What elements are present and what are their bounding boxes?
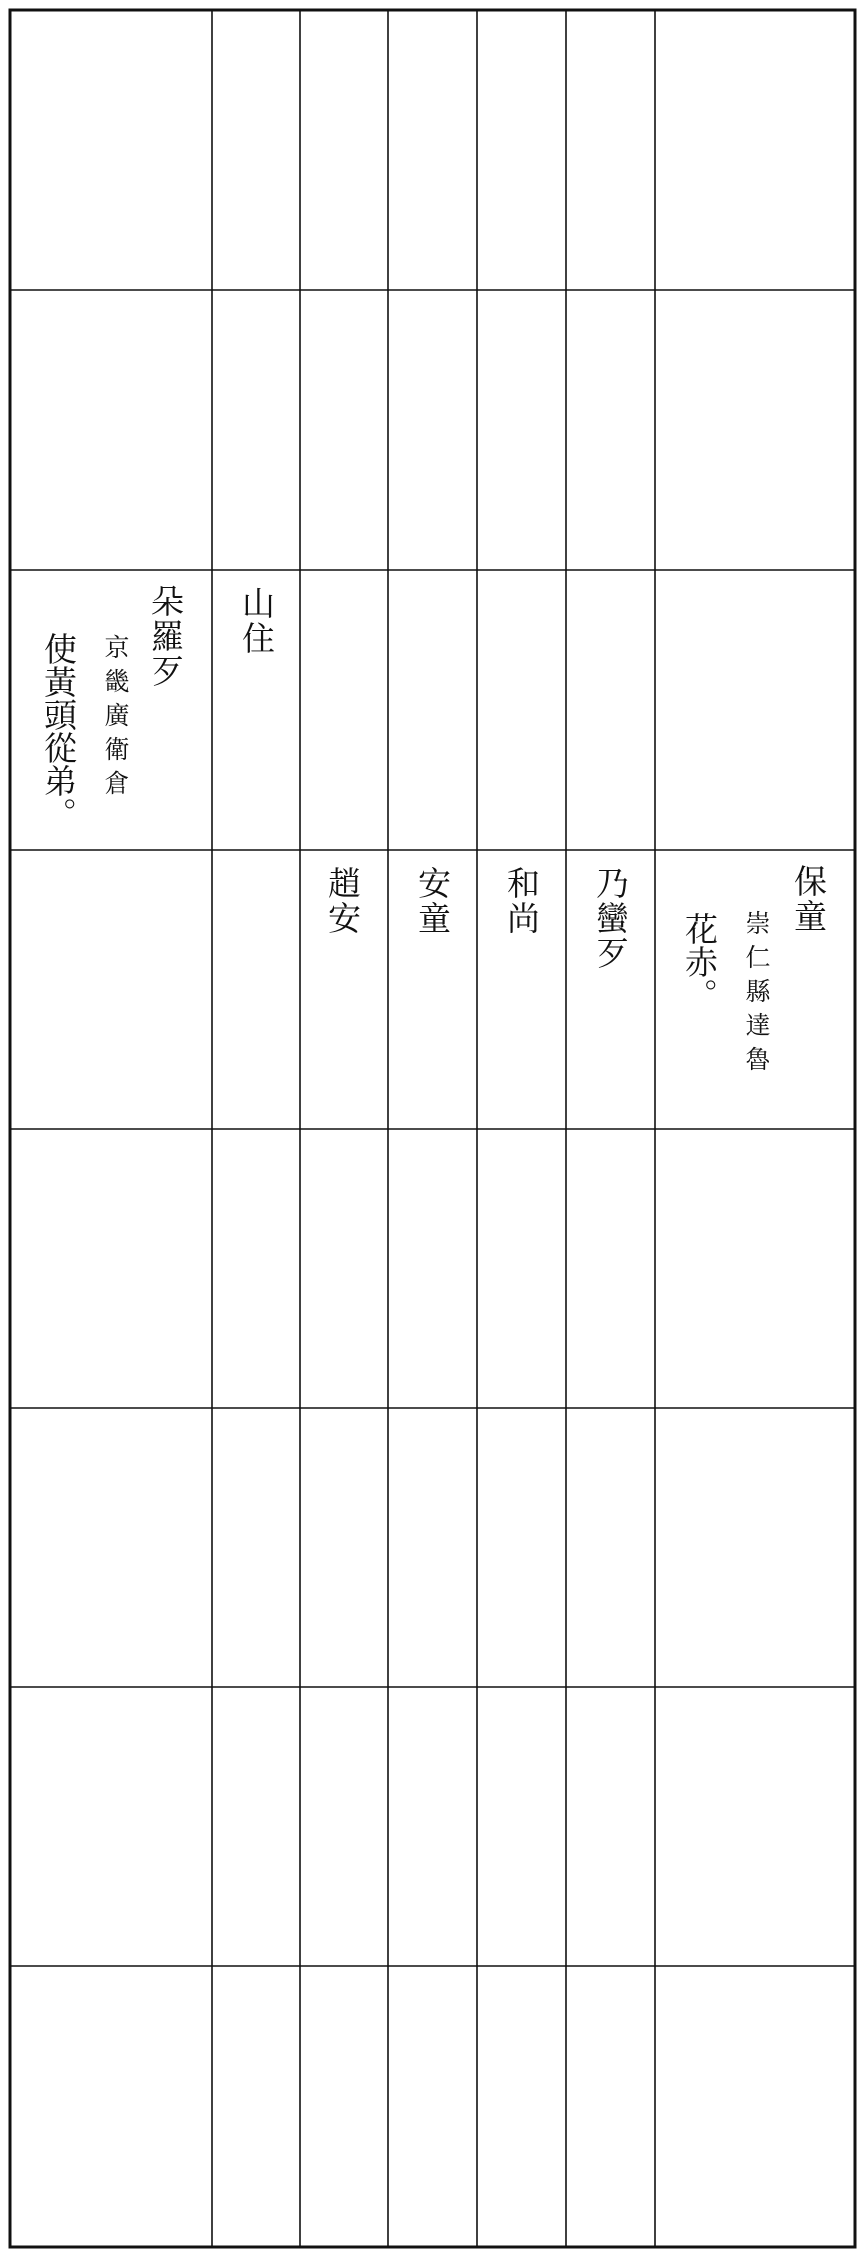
table-cell-duoluodai: [12, 572, 210, 848]
entry-name: 山住: [237, 586, 276, 656]
entry-name: 乃蠻歹: [591, 866, 630, 971]
entry-note: 花赤。: [680, 912, 719, 1011]
entry-note: 崇仁縣達魯: [742, 910, 771, 1080]
entry-name: 安童: [413, 866, 452, 936]
table-cell-naimandai: [568, 852, 653, 1127]
entry-name: 保童: [789, 864, 828, 934]
entry-note: 使黃頭從弟。: [39, 632, 78, 830]
table-cell-shanzhu: [214, 572, 298, 848]
table-cell-zhaoan: [302, 852, 386, 1127]
table-cell-heshang: [479, 852, 564, 1127]
entry-name: 朵羅歹: [146, 584, 185, 689]
table-cell-baotong: [657, 852, 853, 1127]
entry-name: 趙安: [323, 866, 362, 936]
entry-note: 京畿廣衛倉: [101, 634, 130, 804]
entry-name: 和尚: [502, 866, 541, 936]
table-cell-antong: [390, 852, 475, 1127]
